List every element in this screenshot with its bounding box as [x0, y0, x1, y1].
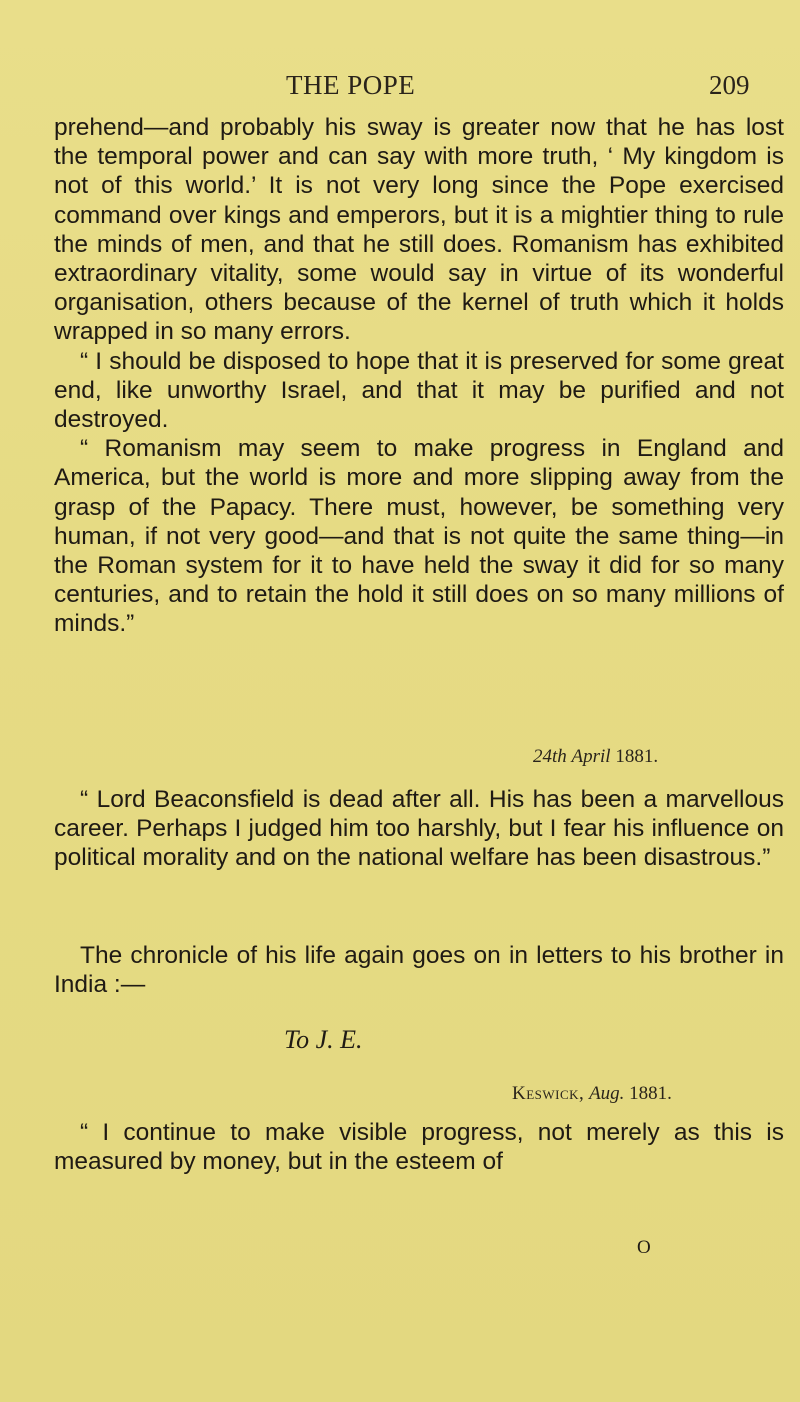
date-day-suffix: th [552, 746, 567, 767]
date-day: 24 [533, 746, 552, 767]
dateline-april [533, 746, 658, 768]
paragraph-romanism: “ Romanism may seem to make progress in England and America, but the world is more and more slipping away from the grasp of the Papacy. There must, however, be something very human, if not very good—and that is not quite the same thing—in the Roman system for it to have held the sway it did for so many centuries, and to retain the hold it still does on so many millions of minds.” [54, 435, 784, 638]
paragraph-chronicle: The chronicle of his life again goes on in letters to his brother in India :— [54, 942, 784, 999]
page-number: 209 [709, 70, 750, 100]
signature-mark: O [637, 1237, 651, 1258]
paragraph-prehend: prehend—and probably his sway is greater now that he has lost the temporal power and can say with more truth, ‘ My kingdom is not of this world.’ It is not very long since the Pope exercised command over kings and emperors, but it is a mightier thing to rule the minds of men, and that he still does. Romanism has exhibited extraordinary vitality, some would say in virtue of its wonderful organisation, others because of the kernel of truth which it holds wrapped in so many errors. [54, 114, 784, 346]
date-month: April [571, 746, 611, 767]
running-head [0, 70, 800, 106]
date-year: 1881. [629, 1083, 672, 1104]
dateline-keswick [512, 1083, 672, 1105]
running-title: THE POPE [286, 70, 416, 100]
chronicle-block [54, 941, 784, 999]
letter-heading: To J. E. [284, 1025, 363, 1054]
paragraph-hope: “ I should be disposed to hope that it is preserved for some great end, like unworthy Israel, and that it may be purified and not destroyed. [54, 347, 784, 434]
date-place: Keswick, [512, 1083, 585, 1104]
letter-block [54, 1118, 784, 1176]
body-text-block [54, 113, 784, 639]
beaconsfield-block [54, 785, 784, 873]
paragraph-beaconsfield: “ Lord Beaconsfield is dead after all. His has been a marvellous career. Perhaps I judged him too harshly, but I fear his influence on political morality and on the national welfare has been disastrous.” [54, 786, 784, 872]
date-year: 1881. [615, 746, 659, 767]
paragraph-letter-start: “ I continue to make visible progress, not merely as this is measured by money, but in the esteem of [54, 1119, 784, 1176]
date-month: Aug. [589, 1083, 625, 1104]
